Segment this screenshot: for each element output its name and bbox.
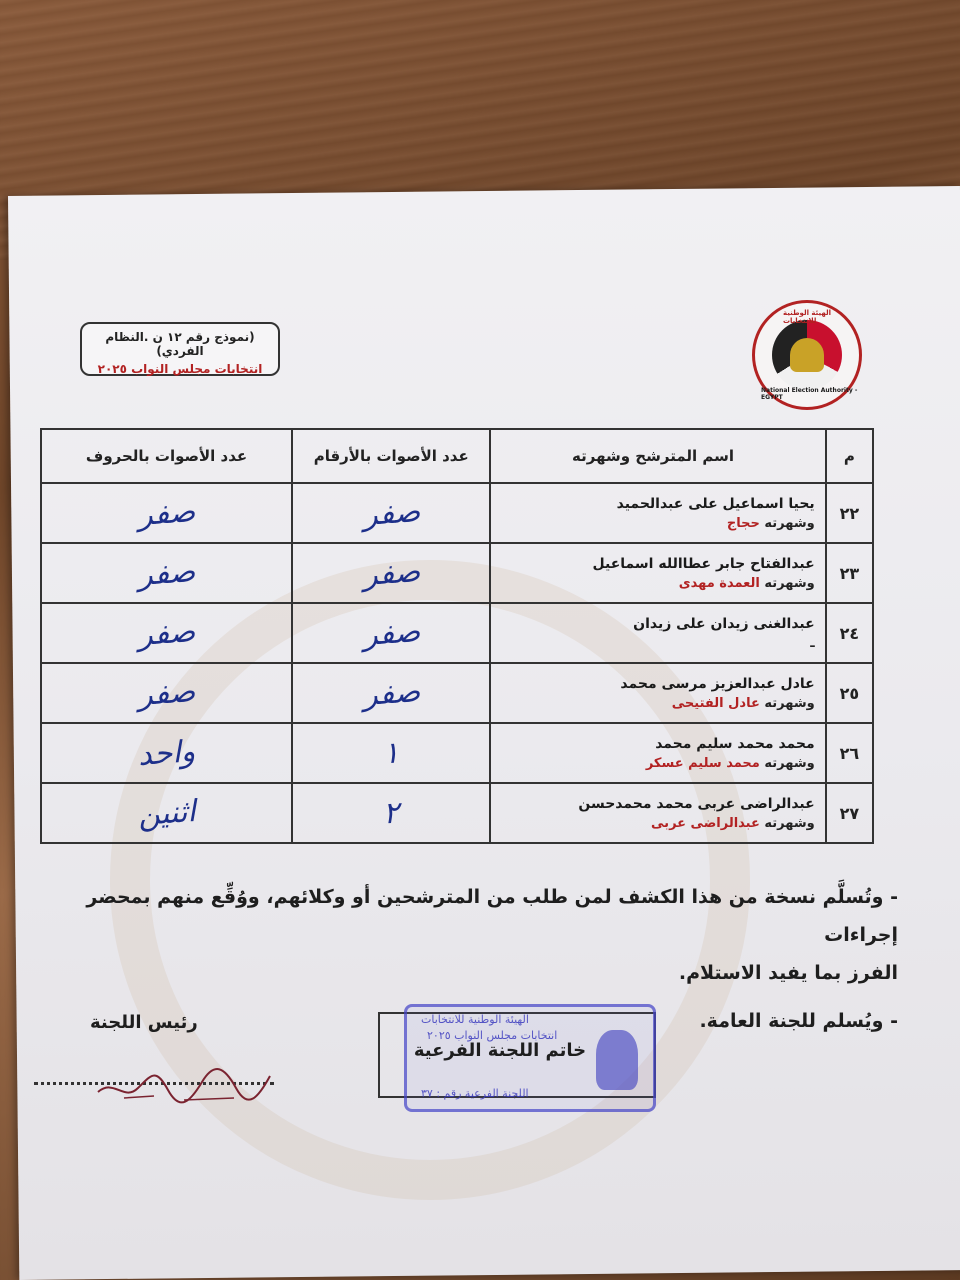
handwritten-digits: صفر bbox=[361, 673, 421, 713]
handwritten-digits: صفر bbox=[361, 493, 421, 533]
nickname-value: محمد سليم عسكر bbox=[645, 755, 760, 771]
candidate-name: عبدالغنى زيدان على زيدان bbox=[633, 615, 815, 632]
candidate-name: محمد محمد سليم محمد bbox=[655, 735, 815, 752]
row-candidate bbox=[490, 783, 825, 843]
row-num: ٢٤ bbox=[826, 603, 873, 663]
handwritten-digits: ٢ bbox=[381, 794, 401, 832]
candidate-nickname bbox=[491, 756, 814, 771]
votes-words bbox=[41, 663, 292, 723]
row-num: ٢٥ bbox=[826, 663, 873, 723]
table-row bbox=[41, 723, 873, 783]
row-num: ٢٢ bbox=[826, 483, 873, 543]
note-copy-delivery-cont: الفرز بما يفيد الاستلام. bbox=[678, 962, 898, 984]
nickname-prefix: وشهرته bbox=[764, 575, 815, 591]
handwritten-words: واحد bbox=[136, 733, 197, 773]
nickname-prefix: وشهرته bbox=[764, 515, 815, 531]
results-table bbox=[40, 428, 874, 844]
nickname-value: حجاج bbox=[726, 515, 760, 531]
handwritten-words: صفر bbox=[136, 553, 197, 593]
committee-chair-label: رئيس اللجنة bbox=[90, 1012, 198, 1033]
candidate-nickname bbox=[491, 576, 814, 591]
table-row bbox=[41, 483, 873, 543]
table-header-row bbox=[41, 429, 873, 483]
handwritten-signature bbox=[94, 1058, 274, 1108]
row-candidate bbox=[490, 483, 825, 543]
nickname-prefix: وشهرته bbox=[764, 695, 815, 711]
form-number: (نموذج رقم ١٢ ن .النظام الفردي) bbox=[105, 330, 255, 358]
handwritten-digits: صفر bbox=[361, 553, 421, 593]
subcommittee-seal-label: خاتم اللجنة الفرعية bbox=[413, 1040, 587, 1061]
votes-words bbox=[41, 483, 292, 543]
note-general-committee: - ويُسلم للجنة العامة. bbox=[699, 1010, 898, 1032]
eagle-icon bbox=[790, 338, 824, 372]
handwritten-digits: صفر bbox=[361, 613, 421, 653]
row-num: ٢٧ bbox=[826, 783, 873, 843]
candidate-nickname bbox=[491, 636, 814, 651]
handwritten-digits: ١ bbox=[381, 734, 401, 772]
header-num: م bbox=[826, 429, 873, 483]
candidate-name: عبدالراضى عربى محمد محمدحسن bbox=[578, 795, 815, 812]
candidate-nickname bbox=[491, 516, 814, 531]
votes-digits bbox=[292, 783, 490, 843]
nickname-prefix: وشهرته bbox=[764, 815, 815, 831]
header-name: اسم المترشح وشهرته bbox=[490, 429, 825, 483]
header-words: عدد الأصوات بالحروف bbox=[41, 429, 292, 483]
election-name: انتخابات مجلس النواب ٢٠٢٥ bbox=[97, 362, 263, 376]
table-row bbox=[41, 603, 873, 663]
row-candidate bbox=[490, 723, 825, 783]
handwritten-words: صفر bbox=[136, 493, 197, 533]
table-row bbox=[41, 663, 873, 723]
form-number-box bbox=[80, 322, 280, 376]
nickname-value: العمدة مهدى bbox=[678, 575, 760, 591]
candidate-name: عادل عبدالعزيز مرسى محمد bbox=[620, 675, 815, 692]
table-row bbox=[41, 543, 873, 603]
votes-words bbox=[41, 723, 292, 783]
stamp-committee-number: اللجنة الفرعية رقم : ٣٧ bbox=[421, 1087, 529, 1100]
candidate-name: عبدالفتاح جابر عطاالله اسماعيل bbox=[592, 555, 815, 572]
note-copy-delivery: - وتُسلَّم نسخة من هذا الكشف لمن طلب من المترشحين أو وكلائهم، ووُقِّع منهم بمحضر إجراءات bbox=[86, 886, 898, 946]
nickname-value: عبدالراضى عربى bbox=[651, 815, 760, 831]
votes-digits bbox=[292, 543, 490, 603]
votes-digits bbox=[292, 723, 490, 783]
candidate-nickname bbox=[491, 696, 814, 711]
votes-words bbox=[41, 603, 292, 663]
nickname-value: عادل الفتيحى bbox=[671, 695, 760, 711]
row-num: ٢٣ bbox=[826, 543, 873, 603]
logo-english-text: National Election Authority - EGYPT bbox=[761, 387, 858, 401]
row-candidate bbox=[490, 603, 825, 663]
stamp-election: انتخابات مجلس النواب ٢٠٢٥ bbox=[427, 1029, 558, 1042]
nickname-prefix: وشهرته bbox=[764, 755, 815, 771]
row-candidate bbox=[490, 663, 825, 723]
logo-arabic-text: الهيئة الوطنية للانتخابات bbox=[783, 309, 832, 325]
candidate-nickname bbox=[491, 816, 814, 831]
handwritten-words: اثنين bbox=[136, 793, 197, 833]
handwritten-words: صفر bbox=[136, 673, 197, 713]
candidate-name: يحيا اسماعيل على عبدالحميد bbox=[616, 495, 815, 512]
flag-emblem-icon bbox=[772, 320, 842, 390]
header-digits: عدد الأصوات بالأرقام bbox=[292, 429, 490, 483]
votes-digits bbox=[292, 603, 490, 663]
row-candidate bbox=[490, 543, 825, 603]
votes-words bbox=[41, 543, 292, 603]
row-num: ٢٦ bbox=[826, 723, 873, 783]
votes-digits bbox=[292, 663, 490, 723]
votes-digits bbox=[292, 483, 490, 543]
votes-words bbox=[41, 783, 292, 843]
nickname-value: ـ bbox=[810, 635, 815, 651]
handwritten-words: صفر bbox=[136, 613, 197, 653]
national-election-authority-logo bbox=[752, 300, 862, 410]
stamp-authority: الهيئة الوطنية للانتخابات bbox=[421, 1013, 529, 1026]
stamp-eagle-icon bbox=[596, 1030, 638, 1090]
table-row bbox=[41, 783, 873, 843]
